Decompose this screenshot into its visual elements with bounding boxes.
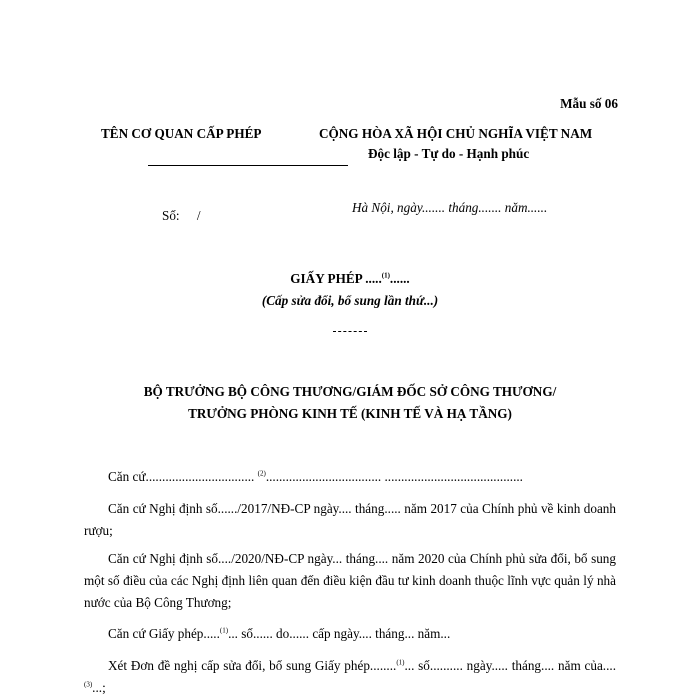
basis-4-text: Căn cứ Giấy phép..... [108,626,220,641]
basis-1-text: Căn cứ................................. [108,469,258,484]
application-paragraph [84,655,616,699]
basis-1-tail: ................................... .......................................... [265,469,523,484]
document-number-label [162,208,201,224]
basis-paragraph-1 [84,466,616,488]
basis-paragraph-2: Căn cứ Nghị định số....../2017/NĐ-CP ngày.... tháng..... năm 2017 của Chính phủ về kinh doanh rượu; [84,501,616,538]
document-subtitle: (Cấp sửa đổi, bổ sung lần thứ...) [261,293,439,308]
title-main: GIẤY PHÉP ..... [290,271,382,286]
place-date: Hà Nội, ngày....... tháng....... năm...... [352,200,548,215]
title-note: (1) [381,271,390,280]
title-divider [333,331,367,332]
number-label: Số: [162,208,180,223]
number-slash: / [196,208,201,223]
basis-4-tail: ... số...... do...... cấp ngày.... tháng... năm... [228,626,451,641]
application-text-3: ...; [92,680,106,695]
authority-line-2: TRƯỞNG PHÒNG KINH TẾ (KINH TẾ VÀ HẠ TẦNG) [188,406,512,421]
basis-paragraph-3: Căn cứ Nghị định số..../2020/NĐ-CP ngày... tháng.... năm 2020 của Chính phủ sửa đổi, bổ sung một số điều của các Nghị định liên quan đến điều kiện đầu tư kinh doanh thuộc lĩnh vực quản lý nhà nước của Bộ Công Thương; [84,551,616,610]
application-text-2: ... số.......... ngày..... tháng.... năm của.... [404,658,616,673]
basis-1-note: (2) [257,469,266,478]
basis-4-note: (1) [219,626,229,635]
agency-underline [148,165,348,166]
basis-paragraph-4 [84,623,616,645]
application-note-1: (1) [396,658,405,667]
authority-line-1: BỘ TRƯỞNG BỘ CÔNG THƯƠNG/GIÁM ĐỐC SỞ CÔNG THƯƠNG/ [143,384,557,399]
application-note-2: (3) [84,680,93,689]
title-tail: ...... [389,271,410,286]
national-motto: Độc lập - Tự do - Hạnh phúc [368,146,530,161]
country-name: CỘNG HÒA XÃ HỘI CHỦ NGHĨA VIỆT NAM [319,126,593,141]
document-title [0,271,700,287]
application-text: Xét Đơn đề nghị cấp sửa đổi, bổ sung Giấy phép........ [108,658,397,673]
form-number: Mẫu số 06 [560,96,618,111]
agency-name: TÊN CƠ QUAN CẤP PHÉP [101,126,262,141]
